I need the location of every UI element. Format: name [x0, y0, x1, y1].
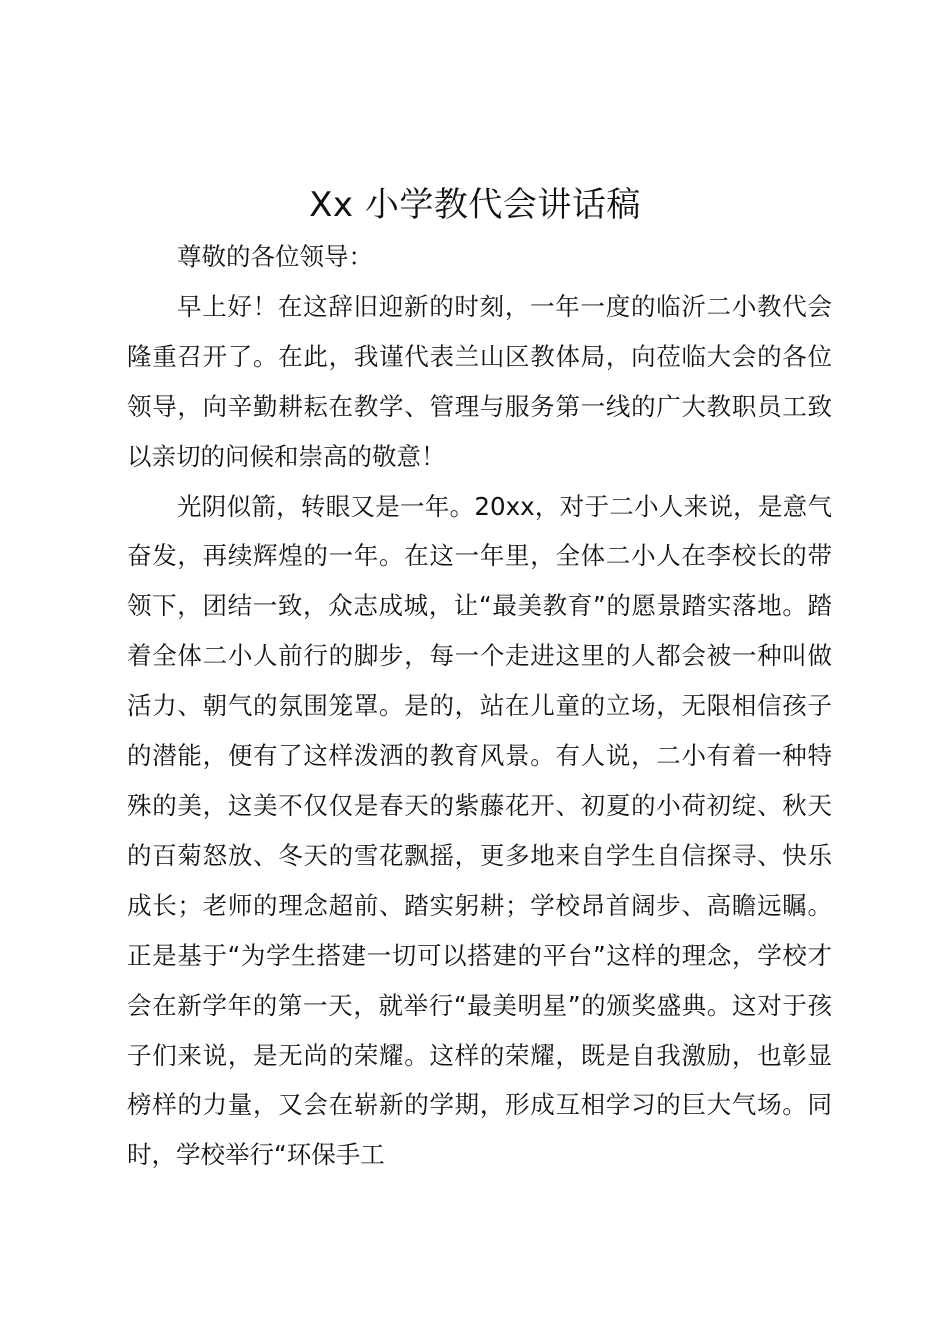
body-paragraph: 光阴似箭，转眼又是一年。20xx，对于二小人来说，是意气奋发，再续辉煌的一年。在这一年里，全体二小人在李校长的带领下，团结一致，众志成城，让“最美教育”的愿景踏实落地。踏着全体二小人前行的脚步，每一个走进这里的人都会被一种叫做活力、朝气的氛围笼罩。是的，站在儿童的立场，无限相信孩子的潜能，便有了这样泼洒的教育风景。有人说，二小有着一种特殊的美，这美不仅仅是春天的紫藤花开、初夏的小荷初绽、秋天的百菊怒放、冬天的雪花飘摇，更多地来自学生自信探寻、快乐成长；老师的理念超前、踏实躬耕；学校昂首阔步、高瞻远瞩。正是基于“为学生搭建一切可以搭建的平台”这样的理念，学校才会在新学年的第一天，就举行“最美明星”的颁奖盛典。这对于孩子们来说，是无尚的荣耀。这样的荣耀，既是自我激励，也彰显榜样的力量，又会在崭新的学期，形成互相学习的巨大气场。同时，学校举行“环保手工	[127, 491, 832, 1170]
document-body	[127, 232, 832, 1180]
document-title: Xx 小学教代会讲话稿	[309, 185, 641, 225]
salutation-paragraph: 尊敬的各位领导：	[177, 242, 373, 271]
greeting-paragraph: 早上好！在这辞旧迎新的时刻，一年一度的临沂二小教代会隆重召开了。在此，我谨代表兰山区教体局，向莅临大会的各位领导，向辛勤耕耘在教学、管理与服务第一线的广大教职员工致以亲切的问候和崇高的敬意！	[127, 291, 832, 471]
